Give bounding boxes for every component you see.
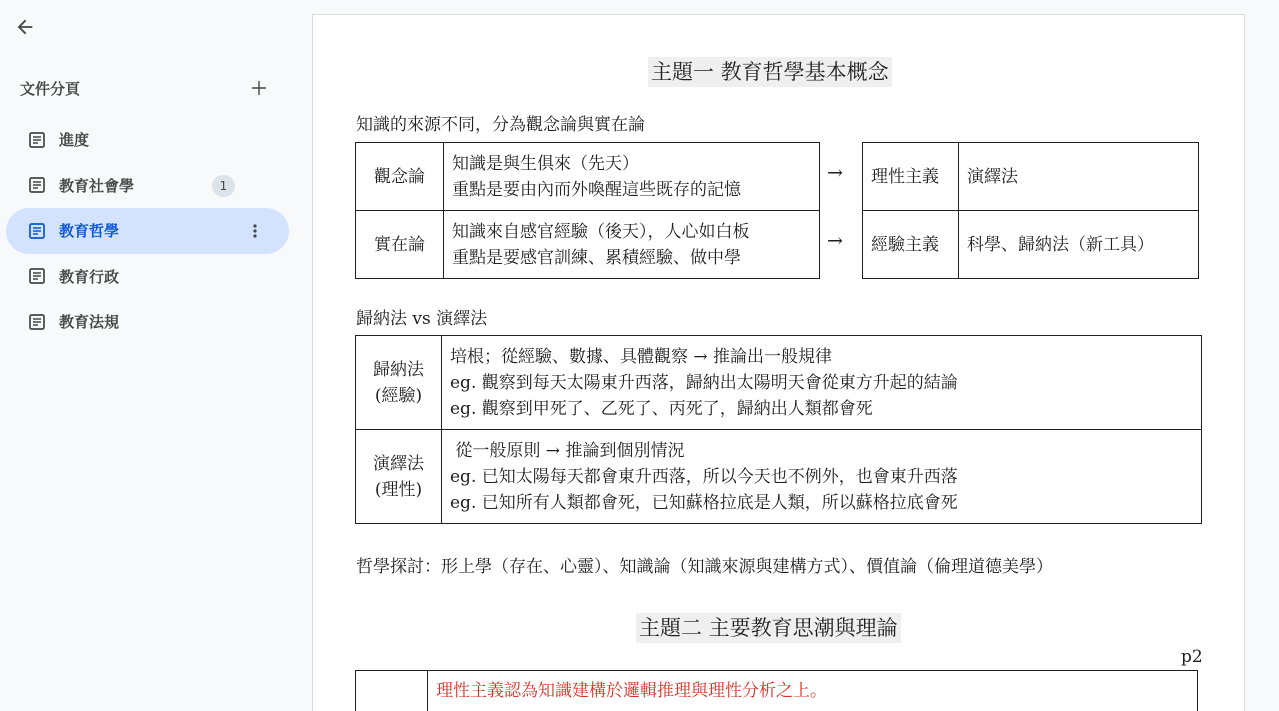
cell-line: 演繹法 [373, 453, 424, 474]
cell-empiricism: 經驗主義 [863, 211, 959, 279]
cell-idealism: 觀念論 [356, 143, 444, 211]
cell-line: 知識是與生俱來（先天） [452, 153, 639, 174]
induction-vs-deduction-title: 歸納法 vs 演繹法 [356, 309, 488, 329]
document-icon [28, 267, 46, 285]
table-row [863, 143, 1199, 211]
tab-item-philosophy-of-education[interactable] [6, 208, 289, 254]
cell-line: eg. 已知所有人類都會死，已知蘇格拉底是人類，所以蘇格拉底會死 [450, 492, 958, 513]
tab-label: 教育哲學 [59, 222, 120, 241]
comment-count-badge: 1 [212, 175, 235, 197]
document-icon [28, 131, 46, 149]
tab-label: 教育行政 [59, 267, 120, 286]
tab-label: 教育法規 [59, 313, 120, 332]
document-icon [28, 222, 46, 240]
philosophy-branches-paragraph: 哲學探討：形上學（存在、心靈）、知識論（知識來源與建構方式）、價值論（倫理道德美學） [356, 557, 1053, 577]
plus-icon [251, 80, 267, 96]
cell-rationalism-note: 理性主義認為知識建構於邏輯推理與理性分析之上。 [428, 671, 1198, 711]
cell-line: 從一般原則 → 推論到個別情況 [450, 440, 685, 461]
table-row [356, 211, 820, 279]
table-rationalism-empiricism [862, 142, 1199, 279]
add-tab-button[interactable] [248, 77, 270, 99]
cell-deduction [356, 430, 442, 524]
document-tabs-header [20, 76, 270, 100]
cell-description [442, 430, 1202, 524]
cell-rationalism: 理性主義 [863, 143, 959, 211]
cell-line: 培根；從經驗、數據、具體觀察 → 推論出一般規律 [450, 346, 833, 367]
cell-description [444, 211, 820, 279]
tab-label: 教育社會學 [59, 176, 135, 195]
tab-options-button[interactable] [243, 219, 267, 243]
table-row [356, 143, 820, 211]
cell-line: eg. 觀察到甲死了、乙死了、丙死了，歸納出人類都會死 [450, 398, 873, 419]
arrow-right: → [827, 230, 843, 252]
table-induction-deduction [355, 335, 1202, 524]
table-idealism-realism [355, 142, 820, 279]
tab-item-sociology-of-education[interactable] [6, 163, 289, 209]
table-row [356, 430, 1202, 524]
cell-line: eg. 觀察到每天太陽東升西落，歸納出太陽明天會從東方升起的結論 [450, 372, 958, 393]
document-page[interactable] [312, 14, 1245, 711]
table-row [356, 671, 1198, 711]
cell-line: 歸納法 [373, 359, 424, 380]
back-button[interactable] [12, 14, 38, 40]
cell-description [444, 143, 820, 211]
cell-empty [356, 671, 428, 711]
cell-line: (理性) [374, 479, 423, 500]
heading-topic-1: 主題一 教育哲學基本概念 [648, 57, 892, 87]
tab-item-educational-administration[interactable] [6, 254, 289, 300]
page-number: p2 [1181, 647, 1203, 667]
table-topic-2 [355, 670, 1198, 711]
cell-realism: 實在論 [356, 211, 444, 279]
document-tabs-title: 文件分頁 [20, 79, 81, 98]
cell-induction [356, 336, 442, 430]
cell-line: 重點是要感官訓練、累積經驗、做中學 [452, 247, 741, 268]
tab-item-progress[interactable] [6, 117, 289, 163]
intro-paragraph: 知識的來源不同，分為觀念論與實在論 [356, 115, 645, 135]
heading-topic-2: 主題二 主要教育思潮與理論 [636, 613, 901, 643]
cell-description [442, 336, 1202, 430]
document-tabs-list [6, 117, 289, 345]
table-row [863, 211, 1199, 279]
cell-method: 演繹法 [959, 143, 1199, 211]
document-icon [28, 313, 46, 331]
arrow-right: → [827, 162, 843, 184]
cell-line: (經驗) [374, 385, 423, 406]
arrow-back-icon [14, 16, 36, 38]
tab-item-education-law[interactable] [6, 299, 289, 345]
document-icon [28, 176, 46, 194]
table-row [356, 336, 1202, 430]
cell-method: 科學、歸納法（新工具） [959, 211, 1199, 279]
cell-line: 重點是要由內而外喚醒這些既存的記憶 [452, 179, 741, 200]
more-vert-icon [247, 223, 263, 239]
cell-line: eg. 已知太陽每天都會東升西落，所以今天也不例外，也會東升西落 [450, 466, 958, 487]
cell-line: 知識來自感官經驗（後天），人心如白板 [452, 221, 750, 242]
tab-label: 進度 [59, 131, 90, 150]
